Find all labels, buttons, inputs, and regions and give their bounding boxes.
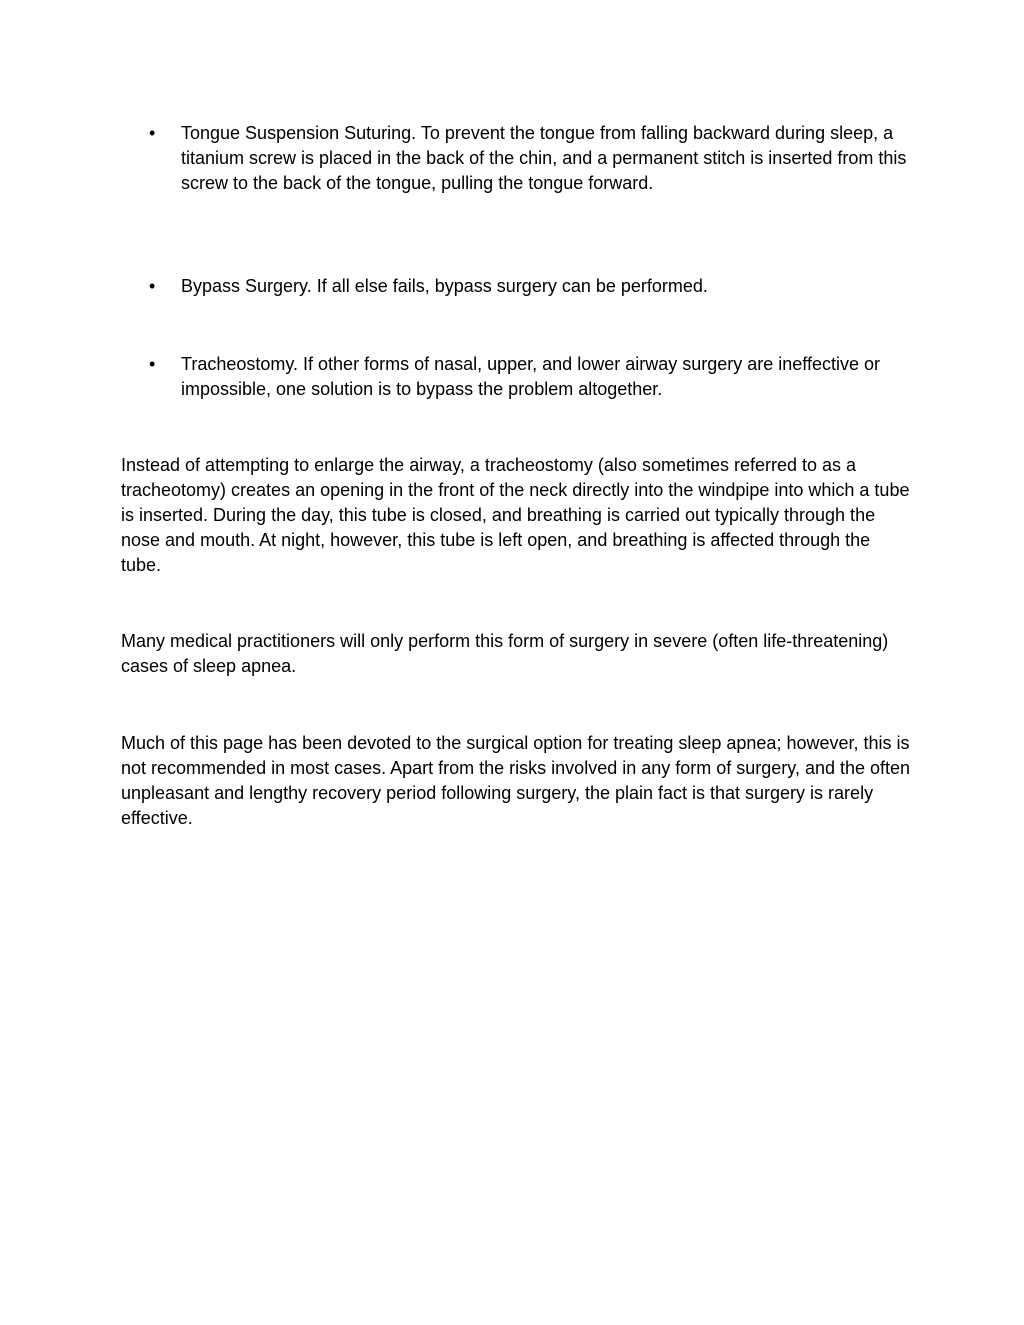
bullet-text: Tongue Suspension Suturing. To prevent the tongue from falling backward during sleep, a titanium screw is placed in the back of the chin, and a permanent stitch is inserted from this screw to the back of the tongue, pulling the tongue forward. [181, 123, 907, 193]
bullet-item-tracheostomy [149, 352, 909, 402]
bullet-text: Bypass Surgery. If all else fails, bypass surgery can be performed. [181, 276, 708, 296]
bullet-marker: • [149, 354, 156, 374]
paragraph-surgery-effectiveness: Much of this page has been devoted to the surgical option for treating sleep apnea; however, this is not recommended in most cases. Apart from the risks involved in any form of surgery, and the often unpleasant and lengthy recovery period following surgery, the plain fact is that surgery is rarely effective. [121, 733, 911, 828]
paragraph-severe-cases: Many medical practitioners will only perform this form of surgery in severe (often life-threatening) cases of sleep apnea. [121, 631, 889, 676]
bullet-marker: • [149, 123, 156, 143]
bullet-text: Tracheostomy. If other forms of nasal, upper, and lower airway surgery are ineffective or impossible, one solution is to bypass the problem altogether. [181, 354, 880, 399]
bullet-item-bypass-surgery [149, 274, 909, 299]
bullet-marker: • [149, 276, 156, 296]
bullet-item-tongue-suspension [149, 121, 909, 196]
paragraph-tracheostomy-description: Instead of attempting to enlarge the airway, a tracheostomy (also sometimes referred to as a tracheotomy) creates an opening in the front of the neck directly into the windpipe into which a tube is inserted. During the day, this tube is closed, and breathing is carried out typically through the nose and mouth. At night, however, this tube is left open, and breathing is affected through the tube. [121, 455, 910, 575]
